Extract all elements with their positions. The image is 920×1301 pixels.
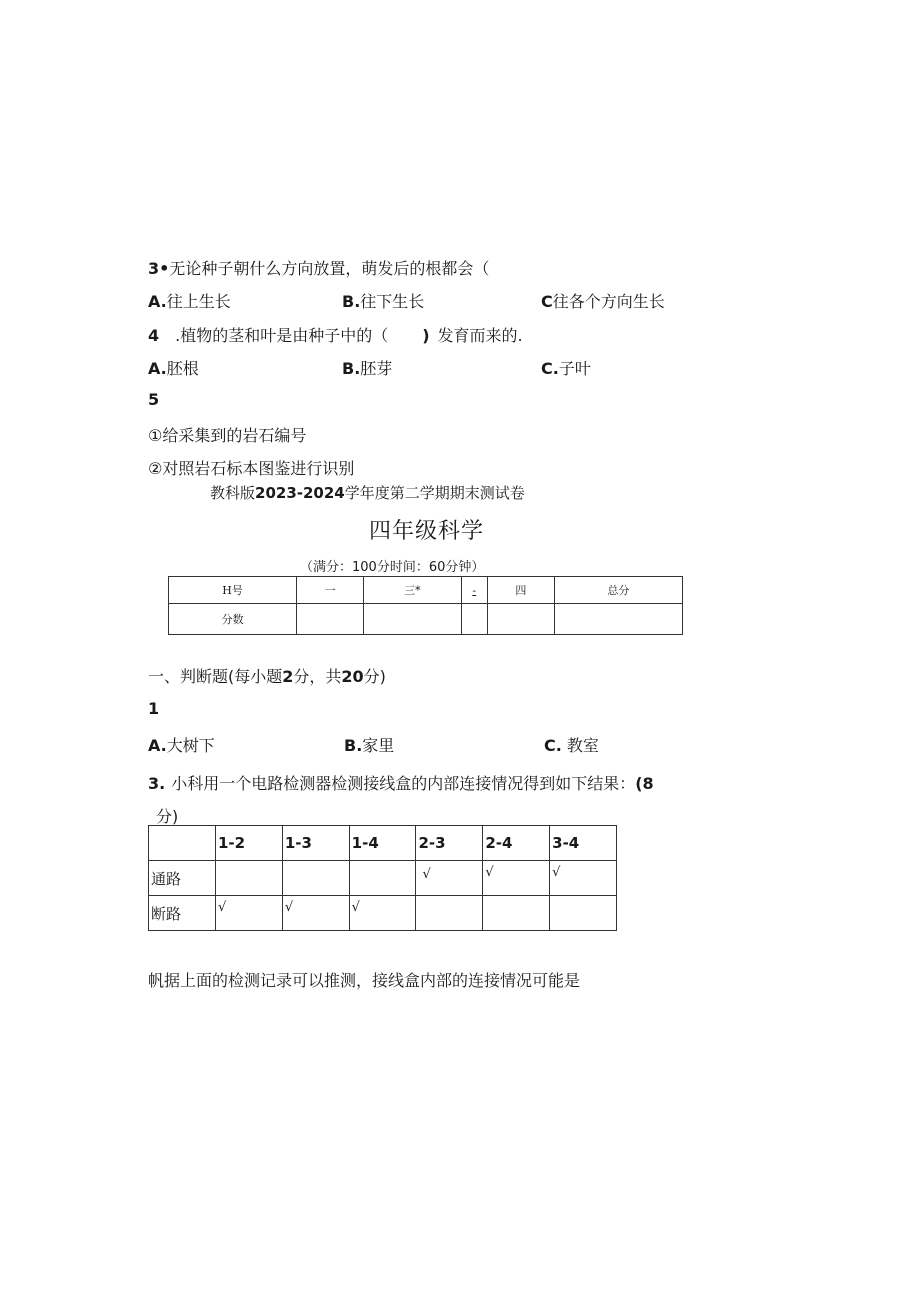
- q3-number: 3•: [148, 259, 170, 278]
- option-text: 子叶: [558, 359, 591, 378]
- heading-part: 分): [363, 667, 386, 686]
- exam-prefix: 教科版: [210, 484, 256, 502]
- circuit-table-header-row: [149, 826, 617, 861]
- option-text: 胚芽: [360, 359, 393, 378]
- option-letter: C.: [544, 736, 562, 755]
- q4-text-before: .植物的茎和叶是由种子中的（: [175, 326, 389, 345]
- q3-stem: [148, 256, 489, 279]
- exam-suffix: 学年度第二学期期末测试卷: [344, 484, 525, 502]
- heading-number: 20: [341, 667, 364, 686]
- circuit-header-cell: 1-2: [216, 826, 283, 861]
- exam-years: 2023-2024: [255, 484, 345, 502]
- heading-part: 一、判断题(每小题: [148, 667, 283, 686]
- circuit-cell: [216, 861, 283, 896]
- option-text: 胚根: [166, 359, 199, 378]
- score-cell[interactable]: [487, 604, 554, 635]
- heading-number: 2: [282, 667, 294, 686]
- circuit-cell: [349, 896, 416, 931]
- circuit-question-text: 小科用一个电路检测器检测接线盒的内部连接情况得到如下结果：: [171, 774, 636, 793]
- score-header-cell: 总分: [554, 577, 682, 604]
- option-text: 往上生长: [166, 292, 231, 311]
- circuit-table: [148, 825, 617, 931]
- circuit-cell: [416, 861, 483, 896]
- circuit-header-cell: 1-4: [349, 826, 416, 861]
- score-header-cell: H号: [169, 577, 297, 604]
- circuit-row-label: 通路: [149, 861, 216, 896]
- circuit-cell: [216, 896, 283, 931]
- heading-part: 分，共: [293, 667, 342, 686]
- circuit-cell: [483, 896, 550, 931]
- q5-item-1: ①给采集到的岩石编号: [148, 426, 307, 445]
- option-text: 家里: [362, 736, 395, 755]
- page-title: 四年级科学: [369, 519, 485, 544]
- circuit-question-score-cont: 分): [156, 807, 179, 826]
- check-mark: √: [552, 865, 561, 880]
- circuit-question-stem: [148, 771, 654, 794]
- option-text: 教室: [561, 736, 599, 755]
- q4-option-a: [148, 356, 199, 379]
- check-mark: √: [422, 867, 431, 882]
- score-table: [168, 576, 683, 635]
- circuit-cell: [416, 896, 483, 931]
- q3-option-c: [541, 289, 665, 312]
- option-text: 往下生长: [360, 292, 425, 311]
- option-letter: A.: [148, 736, 167, 755]
- q1-option-b: [344, 733, 394, 756]
- section1-heading: [148, 664, 386, 687]
- circuit-header-cell: 2-4: [483, 826, 550, 861]
- option-letter: B.: [342, 359, 361, 378]
- check-mark: √: [351, 900, 360, 915]
- circuit-cell: [550, 861, 617, 896]
- option-letter: B.: [342, 292, 361, 311]
- circuit-cell: [483, 861, 550, 896]
- check-mark: √: [218, 900, 227, 915]
- circuit-question-score: (8: [635, 774, 654, 793]
- q1-option-c: [544, 733, 599, 756]
- option-text: 大树下: [166, 736, 215, 755]
- check-mark: √: [485, 865, 494, 880]
- circuit-cell: [282, 896, 349, 931]
- option-letter: C: [541, 292, 553, 311]
- q4-text-after: 发育而来的.: [437, 326, 523, 345]
- score-cell[interactable]: [297, 604, 364, 635]
- circuit-row-connected: [149, 861, 617, 896]
- option-letter: A.: [148, 292, 167, 311]
- q4-option-c: [541, 356, 591, 379]
- circuit-row-label: 断路: [149, 896, 216, 931]
- score-row-label: 分数: [169, 604, 297, 635]
- check-mark: √: [284, 900, 294, 915]
- q4-paren-close: ): [422, 326, 430, 345]
- q5-number: 5: [148, 390, 160, 409]
- circuit-cell: [282, 861, 349, 896]
- q3-option-b: [342, 289, 424, 312]
- q4-stem: [148, 323, 523, 346]
- score-cell[interactable]: [554, 604, 682, 635]
- q5-item-2: ②对照岩石标本图鉴进行识别: [148, 459, 355, 478]
- circuit-cell: [349, 861, 416, 896]
- score-header-cell: 三*: [364, 577, 462, 604]
- score-header-cell: 四: [487, 577, 554, 604]
- q4-number: 4: [148, 326, 160, 345]
- q3-text: 无论种子朝什么方向放置，萌发后的根都会（: [169, 259, 490, 278]
- option-letter: B.: [344, 736, 363, 755]
- circuit-header-cell: 2-3: [416, 826, 483, 861]
- circuit-header-cell: 1-3: [282, 826, 349, 861]
- option-text: 往各个方向生长: [552, 292, 665, 311]
- q3-option-a: [148, 289, 231, 312]
- score-header-cell: -: [461, 577, 487, 604]
- exam-header: [210, 482, 525, 503]
- circuit-header-cell: 3-4: [550, 826, 617, 861]
- score-table-header-row: [169, 577, 683, 604]
- q1-option-a: [148, 733, 215, 756]
- circuit-cell: [550, 896, 617, 931]
- circuit-question-number: 3.: [148, 774, 166, 793]
- option-letter: A.: [148, 359, 167, 378]
- score-cell[interactable]: [364, 604, 462, 635]
- circuit-header-cell: [149, 826, 216, 861]
- option-letter: C.: [541, 359, 559, 378]
- score-cell[interactable]: [461, 604, 487, 635]
- score-header-cell: 一: [297, 577, 364, 604]
- q1-number: 1: [148, 699, 160, 718]
- score-table-row: [169, 604, 683, 635]
- q4-option-b: [342, 356, 392, 379]
- exam-subtitle: （满分：100分时间：60分钟）: [300, 560, 485, 575]
- circuit-followup: 帆据上面的检测记录可以推测，接线盒内部的连接情况可能是: [148, 971, 581, 990]
- circuit-row-broken: [149, 896, 617, 931]
